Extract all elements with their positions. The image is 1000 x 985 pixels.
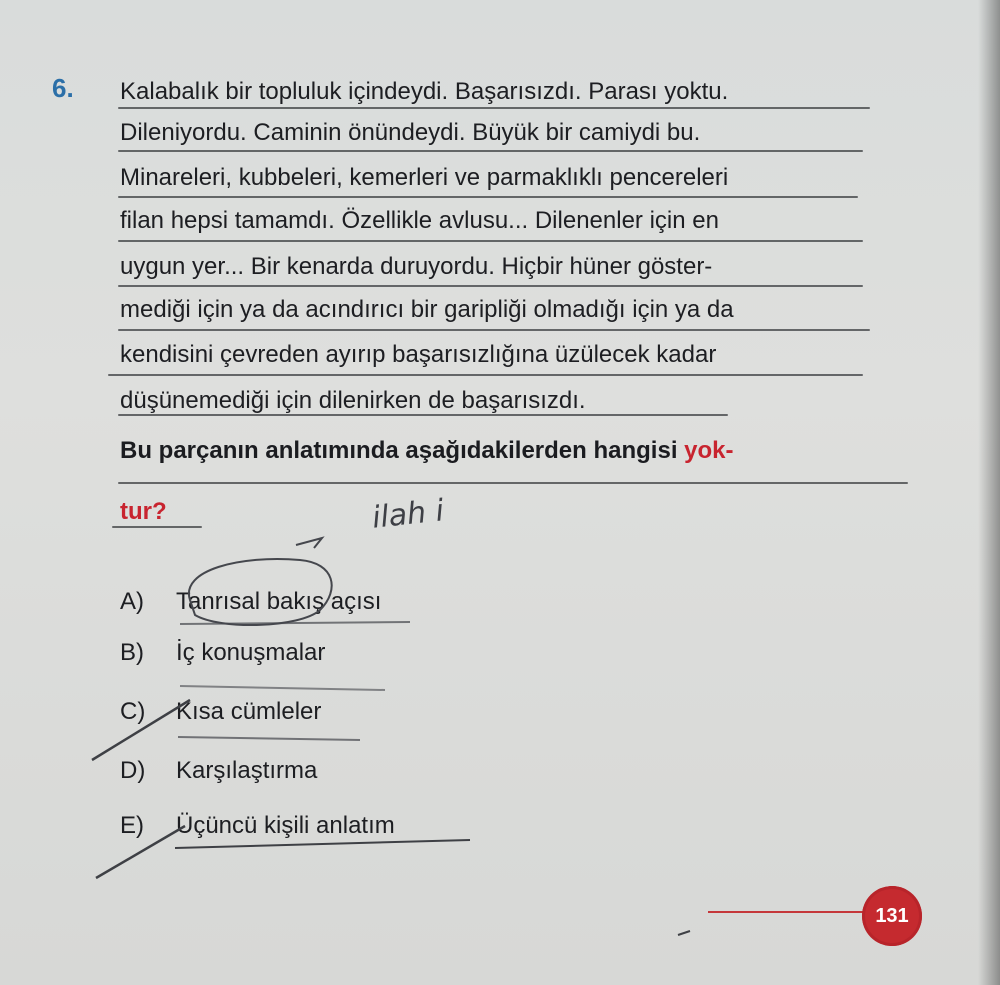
option-text: Tanrısal bakış açısı (176, 588, 382, 615)
page-number-line (708, 911, 864, 913)
question-number: 6. (52, 73, 74, 103)
passage-line: filan hepsi tamamdı. Özellikle avlusu... Dilenenler için en (120, 207, 719, 234)
circle-mark (189, 559, 332, 625)
option-text: İç konuşmalar (176, 639, 326, 666)
option-letter: D) (120, 757, 146, 784)
option-text: Karşılaştırma (176, 757, 318, 784)
cross-mark-c (92, 700, 190, 760)
prompt-emphasis-cont: tur? (120, 498, 167, 525)
passage-line: uygun yer... Bir kenarda duruyordu. Hiçbir hüner göster- (120, 253, 713, 280)
prompt-emphasis: yok- (684, 437, 734, 464)
prompt-text: Bu parçanın anlatımında aşağıdakilerden hangisi (120, 437, 685, 464)
underline-mark (180, 686, 385, 690)
passage-line: Kalabalık bir topluluk içindeydi. Başarısızdı. Parası yoktu. (120, 78, 729, 105)
stray-mark (678, 931, 690, 935)
passage-line: kendisini çevreden ayırıp başarısızlığına üzülecek kadar (120, 341, 717, 368)
underline-mark (175, 840, 470, 848)
option-text: Üçüncü kişili anlatım (176, 812, 395, 839)
option-text: Kısa cümleler (176, 698, 322, 725)
arrow-mark (296, 538, 322, 548)
option-letter: C) (120, 698, 146, 725)
option-letter: E) (120, 812, 144, 839)
cross-mark-e (96, 826, 185, 878)
passage-line: Minareleri, kubbeleri, kemerleri ve parmaklıklı pencereleri (120, 164, 729, 191)
handwritten-note: ilah i (370, 493, 446, 536)
underline-mark (178, 737, 360, 740)
page-number-badge: 131 (862, 886, 922, 946)
passage-line: mediği için ya da acındırıcı bir garipliği olmadığı için ya da (120, 296, 734, 323)
option-letter: A) (120, 588, 144, 615)
passage-line: düşünemediği için dilenirken de başarısızdı. (120, 387, 586, 414)
option-letter: B) (120, 639, 144, 666)
passage-line: Dileniyordu. Caminin önündeydi. Büyük bir camiydi bu. (120, 119, 701, 146)
